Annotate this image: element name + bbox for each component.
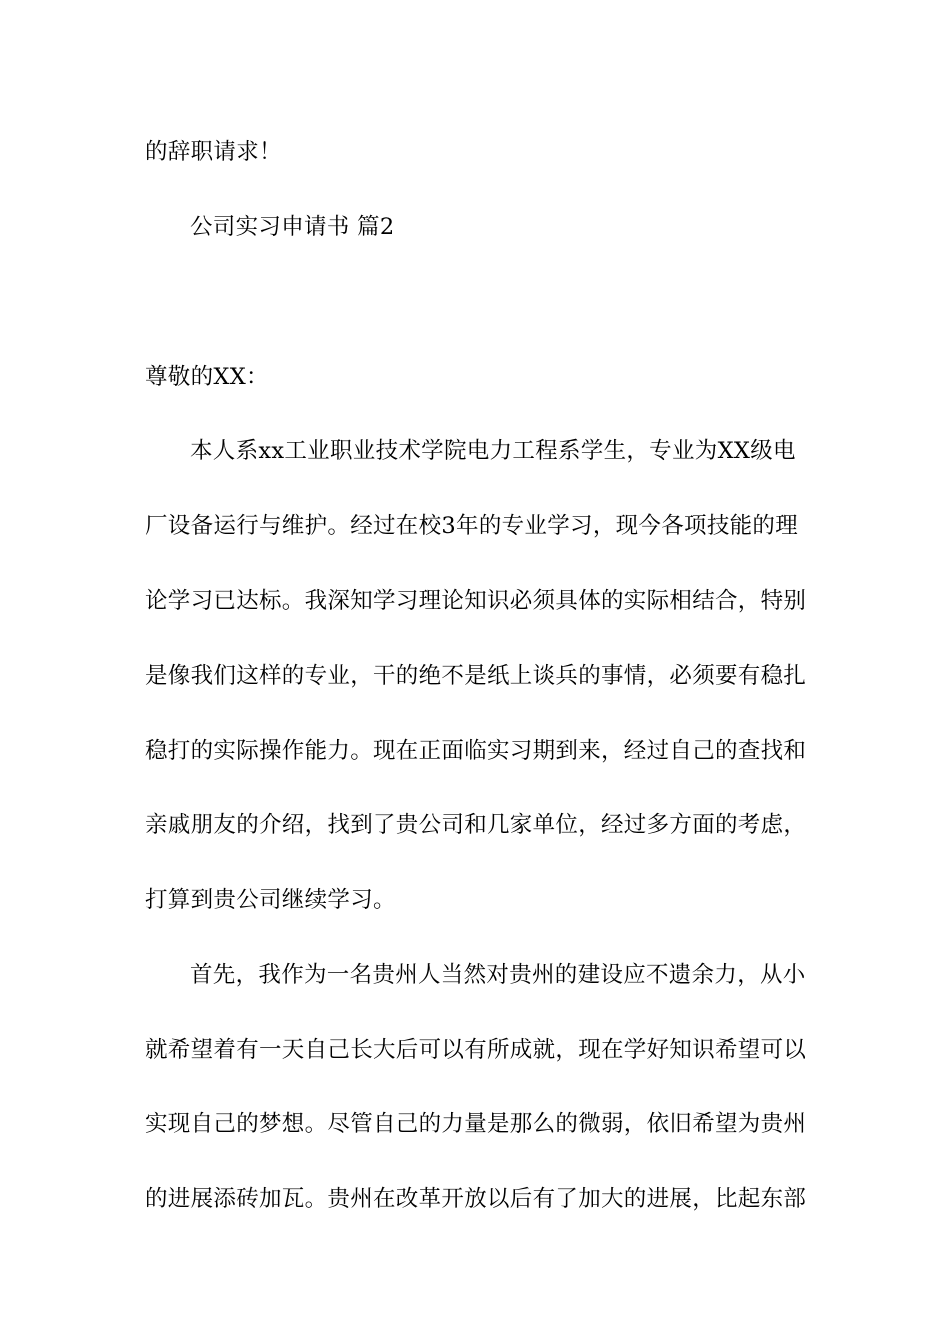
text-line: 论学习已达标。我深知学习理论知识必须具体的实际相结合，特别 bbox=[145, 588, 807, 614]
text-line: 本人系xx工业职业技术学院电力工程系学生，专业为XX级电 bbox=[190, 438, 796, 464]
text-line: 打算到贵公司继续学习。 bbox=[145, 887, 396, 913]
text-line: 就希望着有一天自己长大后可以有所成就，现在学好知识希望可以 bbox=[145, 1037, 807, 1063]
text-line: 实现自己的梦想。尽管自己的力量是那么的微弱，依旧希望为贵州 bbox=[145, 1111, 807, 1137]
text-line: 厂设备运行与维护。经过在校3年的专业学习，现今各项技能的理 bbox=[145, 513, 799, 539]
section-heading: 公司实习申请书 篇2 bbox=[190, 214, 395, 240]
salutation: 尊敬的XX： bbox=[145, 364, 269, 390]
text-line: 的进展添砖加瓦。贵州在改革开放以后有了加大的进展，比起东部 bbox=[145, 1186, 807, 1212]
text-line: 稳打的实际操作能力。现在正面临实习期到来，经过自己的查找和 bbox=[145, 738, 807, 764]
text-line: 是像我们这样的专业，干的绝不是纸上谈兵的事情，必须要有稳扎 bbox=[145, 663, 807, 689]
text-line: 首先，我作为一名贵州人当然对贵州的建设应不遗余力，从小 bbox=[190, 962, 806, 988]
text-line: 的辞职请求！ bbox=[145, 139, 282, 165]
text-line: 亲戚朋友的介绍，找到了贵公司和几家单位，经过多方面的考虑， bbox=[145, 812, 807, 838]
